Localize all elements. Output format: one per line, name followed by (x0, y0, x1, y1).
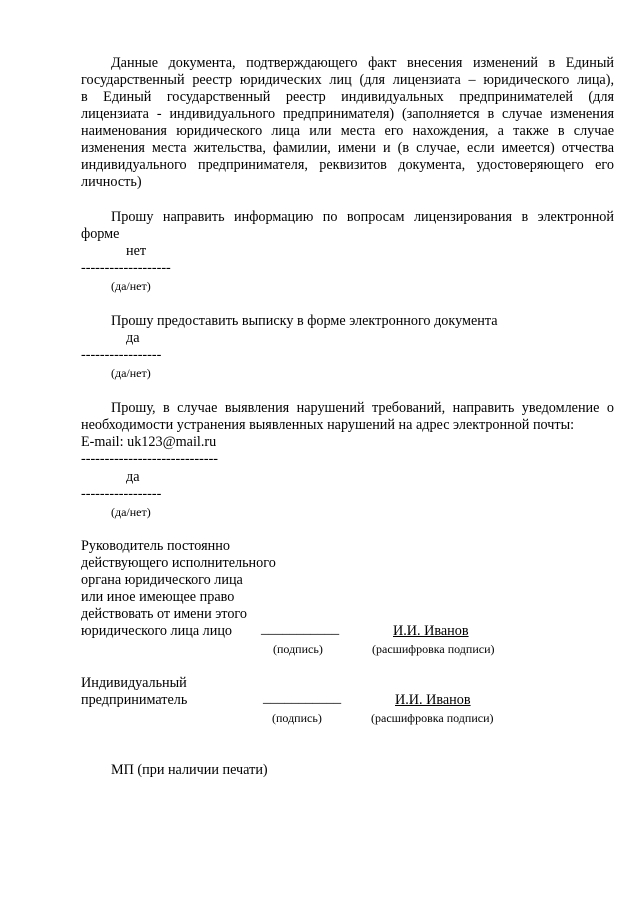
head-title-line-2: действующего исполнительного (81, 555, 276, 571)
intro-line-4: лицензиата - индивидуального предпринимателя) (заполняется в случае изменения (81, 106, 614, 122)
intro-line-6: изменения места жительства, фамилии, имени и (в случае, если имеется) отчества (81, 140, 614, 156)
ip-title-line-2: предприниматель (81, 692, 188, 708)
extract-hint: (да/нет) (111, 366, 151, 380)
electronic-info-line-1: Прошу направить информацию по вопросам лицензирования в электронной (111, 209, 614, 225)
intro-line-7: индивидуального предпринимателя, реквизитов документа, удостоверяющего его (81, 157, 614, 173)
ip-name-caption: (расшифровка подписи) (371, 711, 494, 725)
ip-signature-line: ___________ (263, 690, 342, 706)
head-signer-name: И.И. Иванов (393, 623, 469, 639)
violations-hint: (да/нет) (111, 505, 151, 519)
head-title-line-6: юридического лица лицо (81, 623, 233, 639)
extract-dashes: ----------------- (81, 347, 162, 363)
head-name-caption: (расшифровка подписи) (372, 642, 495, 656)
head-title-line-3: органа юридического лица (81, 572, 243, 588)
intro-line-8: личность) (81, 174, 142, 190)
head-title-line-5: действовать от имени этого (81, 606, 247, 622)
violations-dashes: ----------------- (81, 486, 162, 502)
electronic-info-dashes: ------------------- (81, 260, 171, 276)
head-title-line-1: Руководитель постоянно (81, 538, 230, 554)
stamp-label: МП (при наличии печати) (111, 762, 268, 778)
violations-value: да (126, 469, 140, 485)
head-title-line-4: или иное имеющее право (81, 589, 235, 605)
extract-line-1: Прошу предоставить выписку в форме электронного документа (111, 313, 498, 329)
violations-email-dashes: ----------------------------- (81, 451, 219, 467)
ip-title-line-1: Индивидуальный (81, 675, 187, 691)
intro-line-2: государственный реестр юридических лиц (для лицензиата – юридического лица), (81, 72, 614, 88)
intro-line-5: наименования юридического лица или места его нахождения, а также в случае (81, 123, 614, 139)
intro-line-1: Данные документа, подтверждающего факт внесения изменений в Единый (111, 55, 614, 71)
extract-value: да (126, 330, 140, 346)
intro-line-3: в Единый государственный реестр индивидуальных предпринимателей (для (81, 89, 614, 105)
electronic-info-hint: (да/нет) (111, 279, 151, 293)
violations-email: E-mail: uk123@mail.ru (81, 434, 217, 450)
ip-signer-name: И.И. Иванов (395, 692, 471, 708)
head-signature-line: ___________ (261, 621, 340, 637)
electronic-info-value: нет (126, 243, 147, 259)
violations-line-2: необходимости устранения выявленных нарушений на адрес электронной почты: (81, 417, 575, 433)
violations-line-1: Прошу, в случае выявления нарушений требований, направить уведомление о (111, 400, 614, 416)
head-signature-caption: (подпись) (273, 642, 323, 656)
ip-signature-caption: (подпись) (272, 711, 322, 725)
electronic-info-line-2: форме (81, 226, 120, 242)
